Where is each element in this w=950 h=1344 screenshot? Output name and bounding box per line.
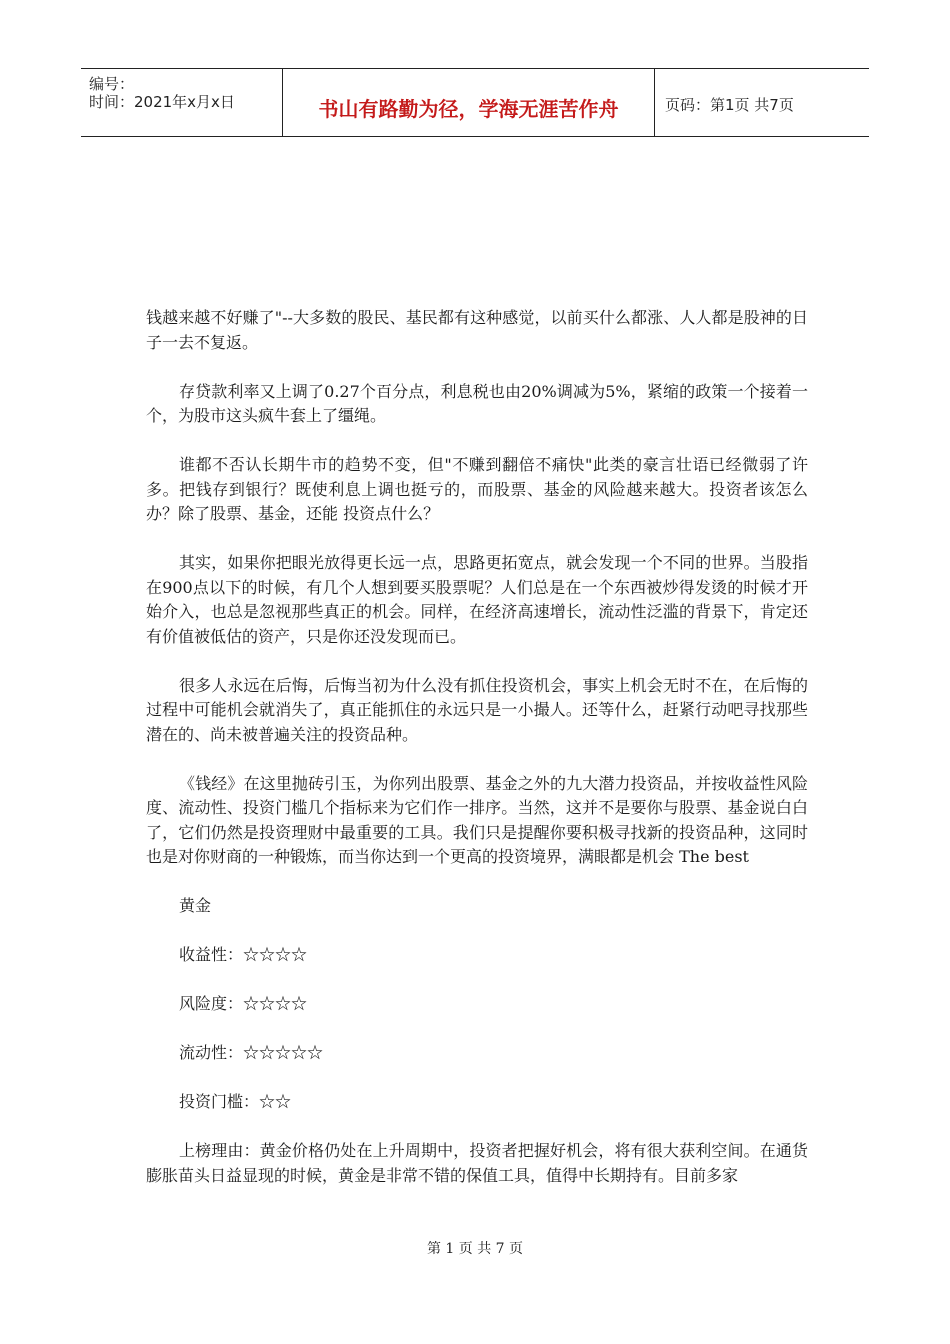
article-body (146, 306, 808, 1213)
rating-threshold: 投资门槛：☆☆ (179, 1092, 292, 1111)
serial-number-label: 编号： (89, 75, 135, 93)
paragraph-reason: 上榜理由：黄金价格仍处在上升周期中，投资者把握好机会，将有很大获利空间。在通货膨胀苗头日益显现的时候，黄金是非常不错的保值工具，值得中长期持有。目前多家 (146, 1141, 808, 1185)
paragraph-regret: 很多人永远在后悔，后悔当初为什么没有抓住投资机会，事实上机会无时不在，在后悔的过程中可能机会就消失了，真正能抓住的永远只是一小撮人。还等什么，赶紧行动吧寻找那些潜在的、尚未被普遍关注的投资品种。 (146, 675, 808, 744)
rating-liquidity: 流动性：☆☆☆☆☆ (179, 1043, 324, 1062)
paragraph-qianjing: 《钱经》在这里抛砖引玉，为你列出股票、基金之外的九大潜力投资品，并按收益性风险度、流动性、投资门槛几个指标来为它们作一排序。当然，这并不是要你与股票、基金说白白了，它们仍然是投资理财中最重要的工具。我们只是提醒你要积极寻找新的投资品种，这同时也是对你财商的一种锻炼，而当你达到一个更高的投资境界，满眼都是机会 The best (146, 773, 808, 866)
section-heading-gold: 黄金 (179, 896, 212, 915)
paragraph-rates: 存贷款利率又上调了0.27个百分点，利息税也由20%调减为5%，紧缩的政策一个接着一个，为股市这头疯牛套上了缰绳。 (146, 381, 808, 425)
page-code-label: 页码：第1页 共7页 (665, 96, 794, 114)
date-label: 时间：2021年x月x日 (89, 93, 235, 111)
header-info-cell (81, 69, 283, 136)
paragraph-intro: 钱越来越不好赚了"--大多数的股民、基民都有这种感觉，以前买什么都涨、人人都是股神的日子一去不复返。 (146, 308, 808, 352)
rating-return: 收益性：☆☆☆☆ (179, 945, 308, 964)
motto-text: 书山有路勤为径，学海无涯苦作舟 (318, 97, 619, 121)
header-motto-cell (283, 69, 655, 136)
rating-risk: 风险度：☆☆☆☆ (179, 994, 308, 1013)
paragraph-question: 谁都不否认长期牛市的趋势不变，但"不赚到翻倍不痛快"此类的豪言壮语已经微弱了许多。把钱存到银行？既使利息上调也挺亏的，而股票、基金的风险越来越大。投资者该怎么办？除了股票、基金，还能 投资点什么？ (146, 455, 808, 523)
paragraph-perspective: 其实，如果你把眼光放得更长远一点，思路更拓宽点，就会发现一个不同的世界。当股指在900点以下的时候，有几个人想到要买股票呢？人们总是在一个东西被炒得发烫的时候才开始介入，也总是忽视那些真正的机会。同样，在经济高速增长，流动性泛滥的背景下，肯定还有价值被低估的资产，只是你还没发现而已。 (146, 553, 808, 646)
page-footer: 第 1 页 共 7 页 (426, 1241, 524, 1257)
document-header (81, 68, 869, 137)
header-page-cell (655, 69, 869, 136)
